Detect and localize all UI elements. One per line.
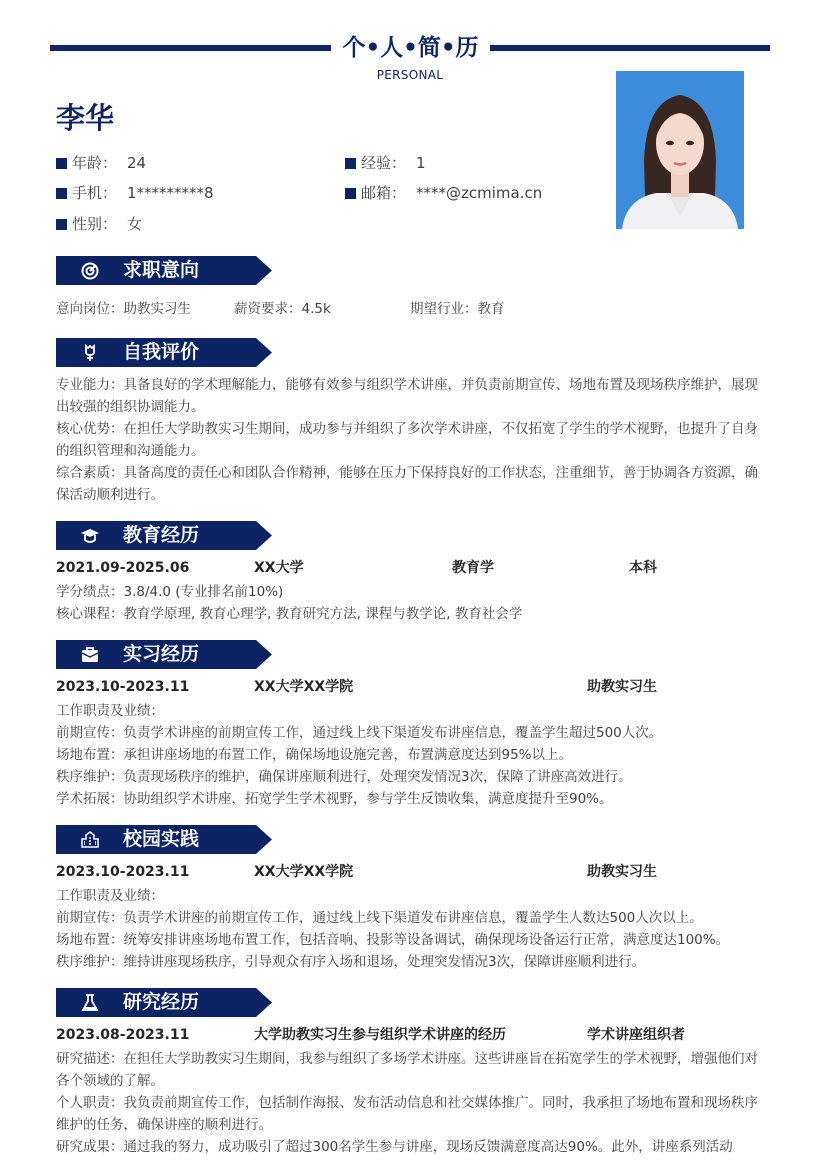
- title-rule-right: [490, 45, 770, 51]
- internship-role: 助教实习生: [587, 679, 657, 695]
- section-header-job-intent: 求职意向: [56, 256, 272, 285]
- research-paragraph: 研究成果：通过我的努力，成功吸引了超过300名学生参与讲座，现场反馈满意度高达90%。此外，讲座系列活动: [56, 1139, 733, 1155]
- internship-line: 秩序维护：负责现场秩序的维护，确保讲座顺利进行，处理突发情况3次，保障了讲座高效进行。: [56, 769, 632, 785]
- bullet-square-icon: [345, 188, 356, 199]
- research-date: 2023.08-2023.11: [56, 1027, 190, 1043]
- bullet-square-icon: [56, 158, 67, 169]
- info-age: 年龄： 24: [56, 152, 146, 174]
- profile-photo: [616, 71, 744, 229]
- campus-line: 场地布置：统筹安排讲座场地布置工作，包括音响、投影等设备调试，确保现场设备运行正常，满意度达100%。: [56, 932, 730, 948]
- self-eval-paragraph: 专业能力：具备良好的学术理解能力，能够有效参与组织学术讲座，并负责前期宣传、场地布置及现场秩序维护，展现出较强的组织协调能力。: [56, 377, 758, 415]
- resume-title: 个•人•简•历: [342, 35, 479, 61]
- campus-line: 前期宣传：负责学术讲座的前期宣传工作，通过线上线下渠道发布讲座信息，覆盖学生人数达500人次以上。: [56, 910, 703, 926]
- intent-industry: 期望行业：教育: [410, 301, 505, 317]
- self-eval-paragraph: 综合素质：具备高度的责任心和团队合作精神，能够在压力下保持良好的工作状态，注重细节，善于协调各方资源，确保活动顺利进行。: [56, 465, 758, 503]
- graduation-cap-icon: [80, 526, 100, 546]
- flower-icon: [80, 343, 100, 363]
- intent-position: 意向岗位：助教实习生: [56, 301, 191, 317]
- info-gender: 性别： 女: [56, 213, 142, 235]
- research-project: 大学助教实习生参与组织学术讲座的经历: [254, 1027, 506, 1043]
- campus-date: 2023.10-2023.11: [56, 864, 190, 880]
- campus-line: 秩序维护：维持讲座现场秩序，引导观众有序入场和退场，处理突发情况3次，保障讲座顺利进行。: [56, 954, 646, 970]
- education-degree: 本科: [629, 560, 657, 576]
- briefcase-icon: [80, 645, 100, 665]
- section-header-self-evaluation: 自我评价: [56, 338, 272, 367]
- education-major: 教育学: [452, 560, 494, 576]
- campus-org: XX大学XX学院: [254, 864, 354, 880]
- section-header-campus-practice: 校园实践: [56, 825, 272, 854]
- campus-row: [56, 861, 766, 883]
- section-header-research: 研究经历: [56, 988, 272, 1017]
- research-role: 学术讲座组织者: [587, 1027, 685, 1043]
- bullet-square-icon: [56, 188, 67, 199]
- intent-salary: 薪资要求：4.5k: [234, 301, 331, 317]
- internship-line: 学术拓展：协助组织学术讲座，拓宽学生学术视野，参与学生反馈收集，满意度提升至90%。: [56, 791, 613, 807]
- candidate-name: 李华: [56, 101, 115, 135]
- research-paragraph: 研究描述：在担任大学助教实习生期间，我参与组织了多场学术讲座。这些讲座旨在拓宽学生的学术视野，增强他们对各个领域的了解。: [56, 1051, 758, 1089]
- self-eval-paragraph: 核心优势：在担任大学助教实习生期间，成功参与并组织了多次学术讲座，不仅拓宽了学生的学术视野，也提升了自身的组织管理和沟通能力。: [56, 421, 758, 459]
- campus-role: 助教实习生: [587, 864, 657, 880]
- flask-icon: [80, 993, 100, 1013]
- campus-line: 工作职责及业绩：: [56, 888, 164, 904]
- info-experience: 经验： 1: [345, 152, 426, 174]
- education-date: 2021.09-2025.06: [56, 560, 190, 576]
- research-row: [56, 1024, 766, 1046]
- building-icon: [80, 830, 100, 850]
- internship-org: XX大学XX学院: [254, 679, 354, 695]
- info-phone: 手机： 1*********8: [56, 182, 214, 204]
- internship-line: 前期宣传：负责学术讲座的前期宣传工作，通过线上线下渠道发布讲座信息，覆盖学生超过500人次。: [56, 725, 663, 741]
- education-courses: 核心课程：教育学原理, 教育心理学, 教育研究方法, 课程与教学论, 教育社会学: [56, 606, 523, 622]
- info-email: 邮箱： ****@zcmima.cn: [345, 182, 542, 204]
- section-header-internship: 实习经历: [56, 640, 272, 669]
- internship-line: 工作职责及业绩：: [56, 703, 164, 719]
- internship-date: 2023.10-2023.11: [56, 679, 190, 695]
- internship-line: 场地布置：承担讲座场地的布置工作，确保场地设施完善，布置满意度达到95%以上。: [56, 747, 573, 763]
- education-gpa: 学分绩点：3.8/4.0 (专业排名前10%): [56, 584, 284, 600]
- resume-title-bar: [0, 32, 820, 72]
- section-header-education: 教育经历: [56, 521, 272, 550]
- research-paragraph: 个人职责：我负责前期宣传工作，包括制作海报、发布活动信息和社交媒体推广。同时，我承担了场地布置和现场秩序维护的任务，确保讲座的顺利进行。: [56, 1095, 758, 1133]
- education-school: XX大学: [254, 560, 304, 576]
- internship-row: [56, 676, 766, 698]
- job-intent-row: [56, 298, 766, 320]
- education-row: [56, 557, 766, 579]
- bullet-square-icon: [345, 158, 356, 169]
- bullet-square-icon: [56, 219, 67, 230]
- target-icon: [80, 261, 100, 281]
- title-rule-left: [50, 45, 331, 51]
- resume-subtitle: PERSONAL: [376, 68, 444, 82]
